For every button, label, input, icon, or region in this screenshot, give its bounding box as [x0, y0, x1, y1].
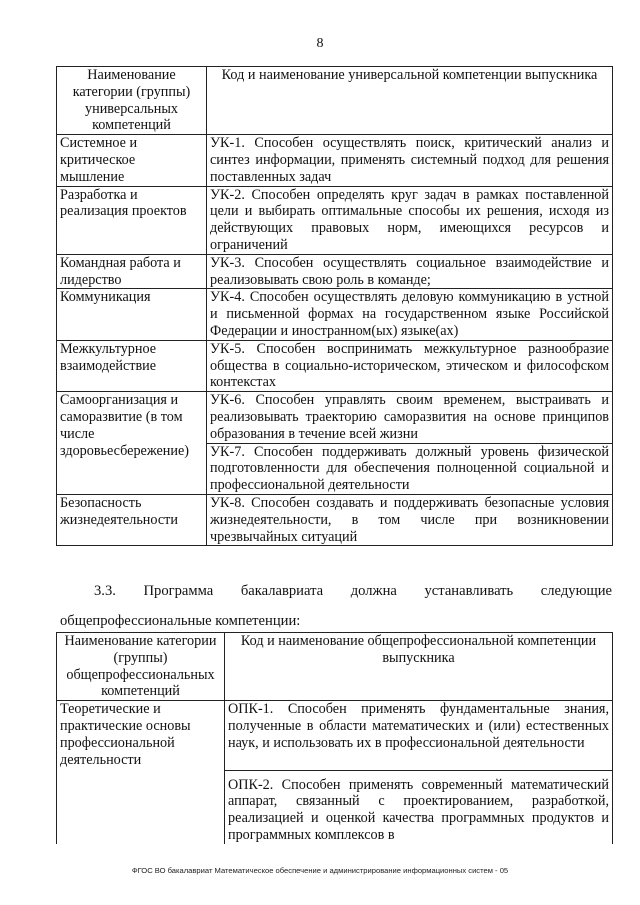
paragraph-word: бакалавриата	[240, 583, 324, 599]
competence-cell: УК-6. Способен управлять своим временем, выстраивать и реализовывать траекторию саморазвития на основе принципов образования в течение всей жизни	[207, 392, 613, 443]
paragraph-word: Программа	[143, 583, 214, 599]
category-cell: Коммуникация	[57, 289, 207, 340]
competence-cell: ОПК-1. Способен применять фундаментальные знания, полученные в области математических и (или) естественных наук, и использовать их в профессиональной деятельности	[225, 701, 613, 770]
competence-cell: УК-8. Способен создавать и поддерживать безопасные условия жизнедеятельности, в том числе при возникновении чрезвычайных ситуаций	[207, 494, 613, 545]
table-row	[57, 701, 613, 770]
competence-cell: УК-4. Способен осуществлять деловую коммуникацию в устной и письменной формах на государственном языке Российской Федерации и иностранном(ых) языке(ах)	[207, 289, 613, 340]
competence-cell: УК-1. Способен осуществлять поиск, критический анализ и синтез информации, применять системный подход для решения поставленных задач	[207, 135, 613, 186]
category-cell: Безопасность жизнедеятельности	[57, 494, 207, 545]
general-professional-competencies-table	[56, 632, 613, 844]
table-row	[57, 289, 613, 340]
category-cell: Теоретические и практические основы профессиональной деятельности	[57, 701, 225, 844]
section-paragraph	[60, 576, 612, 636]
paragraph-line-1	[60, 576, 612, 606]
category-cell: Системное и критическое мышление	[57, 135, 207, 186]
table-row	[57, 494, 613, 545]
competence-cell: ОПК-2. Способен применять современный математический аппарат, связанный с проектированием, разработкой, реализацией и оценкой качества программных продуктов и программных комплексов в	[225, 770, 613, 844]
table-row	[57, 186, 613, 254]
table-header-row	[57, 633, 613, 701]
category-cell: Командная работа и лидерство	[57, 254, 207, 289]
table-row	[57, 392, 613, 443]
competence-cell: УК-7. Способен поддерживать должный уровень физической подготовленности для обеспечения полноценной социальной и профессиональной деятельности	[207, 443, 613, 494]
paragraph-word: следующие	[540, 583, 612, 599]
paragraph-word: должна	[350, 583, 397, 599]
table-row	[57, 254, 613, 289]
paragraph-word: устанавливать	[424, 583, 514, 599]
header-code: Код и наименование общепрофессиональной компетенции выпускника	[225, 633, 613, 701]
category-cell: Межкультурное взаимодействие	[57, 340, 207, 391]
footer-text: ФГОС ВО бакалавриат Математическое обеспечение и администрирование информационных систем - 05	[131, 866, 509, 875]
section-number: 3.3.	[94, 583, 116, 599]
header-code: Код и наименование универсальной компетенции выпускника	[207, 67, 613, 135]
table-row	[57, 340, 613, 391]
universal-competencies-table	[56, 66, 613, 546]
header-category: Наименование категории (группы) универсальных компетенций	[57, 67, 207, 135]
table-header-row	[57, 67, 613, 135]
header-category: Наименование категории (группы) общепрофессиональных компетенций	[57, 633, 225, 701]
category-cell: Разработка и реализация проектов	[57, 186, 207, 254]
table-row	[57, 135, 613, 186]
category-cell: Самоорганизация и саморазвитие (в том числе здоровьесбережение)	[57, 392, 207, 495]
competence-cell: УК-5. Способен воспринимать межкультурное разнообразие общества в социально-историческом, этическом и философском контекстах	[207, 340, 613, 391]
page-number: 8	[316, 36, 324, 51]
competence-cell: УК-3. Способен осуществлять социальное взаимодействие и реализовывать свою роль в команде;	[207, 254, 613, 289]
competence-cell: УК-2. Способен определять круг задач в рамках поставленной цели и выбирать оптимальные способы их решения, исходя из действующих правовых норм, имеющихся ресурсов и ограничений	[207, 186, 613, 254]
paragraph-line-2: общепрофессиональные компетенции:	[60, 613, 301, 629]
